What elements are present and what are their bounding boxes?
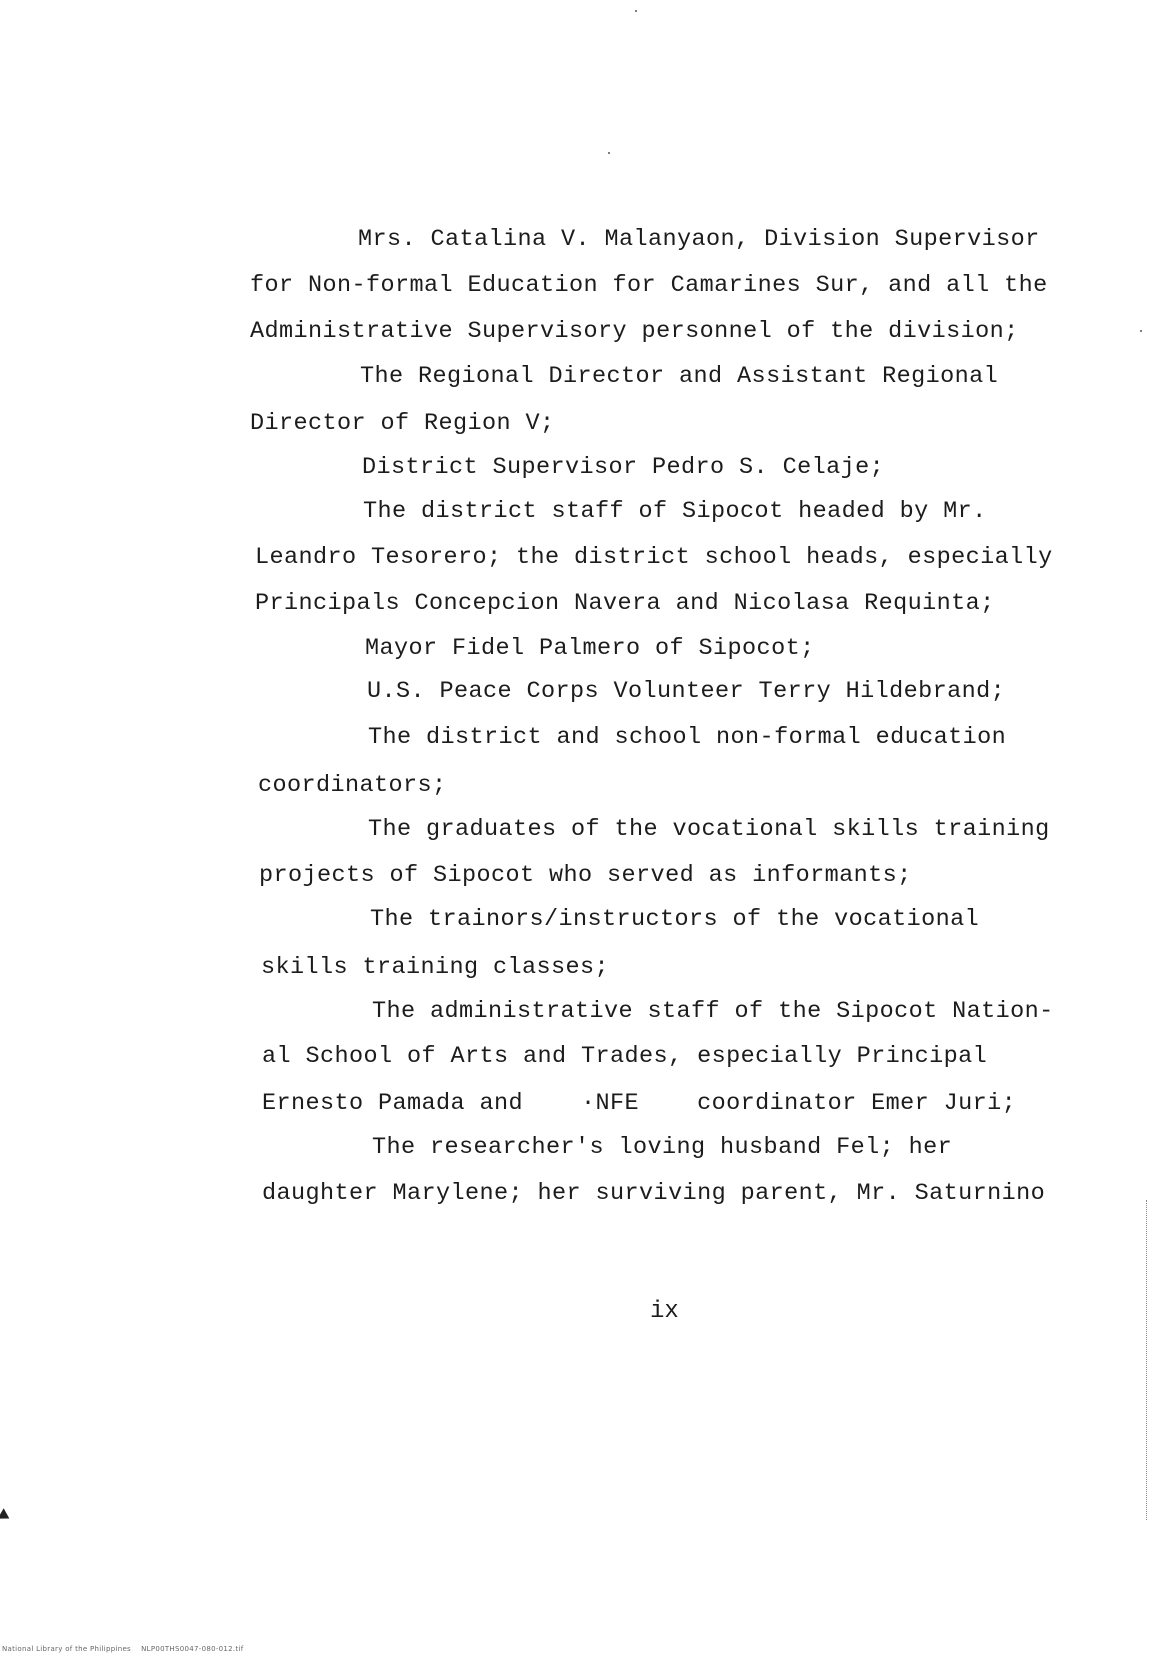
- text-line: projects of Sipocot who served as informants;: [259, 862, 912, 889]
- scan-speck: [635, 10, 637, 12]
- text-line: The district staff of Sipocot headed by Mr.: [363, 498, 987, 525]
- text-line: Director of Region V;: [250, 410, 555, 437]
- text-line: The administrative staff of the Sipocot Nation-: [372, 998, 1054, 1025]
- text-line: The graduates of the vocational skills training: [368, 816, 1050, 843]
- text-line: U.S. Peace Corps Volunteer Terry Hildebrand;: [367, 678, 1006, 705]
- text-line: The district and school non-formal education: [368, 724, 1007, 751]
- text-line: coordinators;: [258, 772, 447, 799]
- text-line: District Supervisor Pedro S. Celaje;: [362, 454, 885, 481]
- text-line: skills training classes;: [261, 954, 610, 981]
- text-line: Mayor Fidel Palmero of Sipocot;: [365, 635, 815, 662]
- scan-speck: [608, 152, 610, 154]
- text-line: The Regional Director and Assistant Regional: [360, 363, 999, 390]
- text-line: Principals Concepcion Navera and Nicolasa Requinta;: [255, 590, 995, 617]
- text-line: Administrative Supervisory personnel of the division;: [250, 318, 1019, 345]
- text-line: Ernesto Pamada and ·NFE coordinator Emer Juri;: [262, 1090, 1017, 1117]
- text-line: al School of Arts and Trades, especially Principal: [262, 1043, 988, 1070]
- text-line: daughter Marylene; her surviving parent, Mr. Saturnino: [262, 1180, 1046, 1207]
- text-line: The trainors/instructors of the vocational: [370, 906, 980, 933]
- scan-corner-mark: [0, 1508, 12, 1523]
- scan-speck: [1140, 330, 1142, 332]
- scan-margin-mark: [1146, 1200, 1148, 1520]
- text-line: Leandro Tesorero; the district school heads, especially: [255, 544, 1053, 571]
- text-line: Mrs. Catalina V. Malanyaon, Division Supervisor: [358, 226, 1040, 253]
- text-line: for Non-formal Education for Camarines Sur, and all the: [250, 272, 1048, 299]
- page-number: ix: [650, 1298, 679, 1325]
- text-line: The researcher's loving husband Fel; her: [372, 1134, 953, 1161]
- scan-footer: National Library of the Philippines NLP00THS0047-080-012.tif: [2, 1645, 244, 1653]
